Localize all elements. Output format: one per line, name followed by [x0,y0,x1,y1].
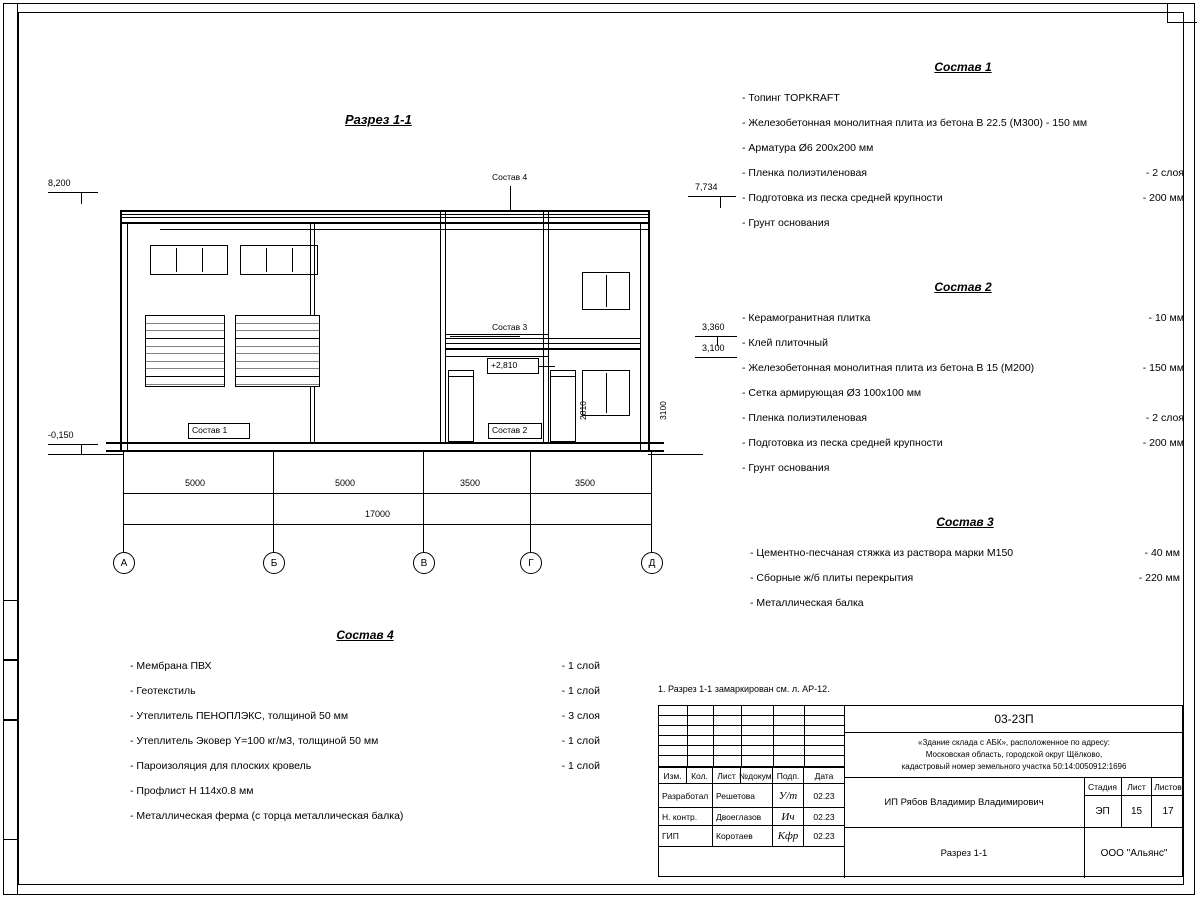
tb-sign-row-1 [659,784,844,808]
spec-1-item-text: - Арматура Ø6 200x200 мм [742,142,874,154]
level-mark-minus150: -0,150 [48,430,74,440]
spec-1-item-value: - 200 мм [1142,192,1184,204]
dim-line-spans [123,493,651,494]
spec-4-item [130,779,600,804]
revision-col [773,706,774,767]
sheet-label: Лист [1122,778,1152,795]
column-axis-v2 [445,210,446,442]
spec-1-item [742,186,1184,211]
sheet-title: Разрез 1-1 [844,827,1084,878]
spec-4-item-value: - 3 слоя [561,710,600,722]
tb-signature-1: У/т [773,784,804,807]
tb-signature-3: Кфр [773,826,804,846]
window-upper-mid [240,245,318,275]
mezzanine-slab-mid [445,343,640,344]
spec-1-item [742,211,1184,236]
door-right [550,370,576,442]
tag-inner-level-2810: +2,810 [487,358,539,374]
sheets-value: 17 [1162,806,1174,817]
spec-1-item [742,136,1184,161]
building-section [120,210,650,450]
dim-tick-d [651,452,652,552]
spec-4-item [130,704,600,729]
section-drawing [40,100,725,600]
spec-4-item-text: - Металлическая ферма (с торца металлическая балка) [130,810,404,822]
spec-2-item [742,306,1184,331]
dim-tick-b [273,452,274,552]
tb-col-ndok: №докум. [741,768,773,784]
spec-3-title: Состав 3 [936,515,994,529]
door-left-head [448,376,474,377]
revision-grid [659,706,844,767]
spec-3-item-text: - Цементно-песчаная стяжка из раствора марки М150 [750,547,1014,559]
revision-col [804,706,805,767]
spec-1-item [742,111,1184,136]
axis-marker-a: А [113,552,135,574]
mezzanine-beam-line [445,356,548,357]
level-arrow-minus150 [81,444,82,454]
tb-sign-row-3 [659,826,844,846]
spec-2-item-text: - Подготовка из песка средней крупности [742,437,943,449]
dim-span-3: 3500 [460,478,481,488]
level-line-3360 [695,336,737,337]
spec-list-3 [750,515,1180,616]
tag-sostav-4-leader [510,186,511,210]
dim-tick-g [530,452,531,552]
wall-left-inner [127,222,128,450]
spec-4-item-text: - Пароизоляция для плоских кровель [130,760,312,772]
spec-list-2 [742,280,1184,481]
level-arrow-8200 [81,192,82,204]
spec-4-item-text: - Профлист Н 114х0.8 мм [130,785,254,797]
axis-marker-v: В [413,552,435,574]
floor-slab-bottom [106,450,664,452]
spec-2-item-text: - Керамогранитная плитка [742,312,871,324]
sectional-gate-mid [235,315,320,387]
spec-3-item-value: - 40 мм [1144,547,1180,559]
spec-1-item [742,86,1184,111]
sheet-corner-nick [1167,3,1197,23]
revision-col [713,706,714,767]
level-line-3100 [695,357,737,358]
left-margin-cell-1 [3,600,18,660]
spec-3-item [750,591,1180,616]
dim-line-total [123,524,651,525]
spec-1-item-text: - Железобетонная монолитная плита из бетона В 22.5 (М300) - 150 мм [742,117,1088,129]
tb-date-1: 02.23 [813,790,835,801]
spec-2-item [742,331,1184,356]
spec-3-item-value: - 220 мм [1138,572,1180,584]
spec-2-item-text: - Железобетонная монолитная плита из бетона В 15 (М200) [742,362,1035,374]
tb-col-podp: Подп. [773,768,804,784]
spec-3-item [750,541,1180,566]
axis-marker-d: Д [641,552,663,574]
spec-2-item-value: - 200 мм [1142,437,1184,449]
spec-4-item-text: - Мембрана ПВХ [130,660,212,672]
dim-tick-a [123,452,124,552]
spec-4-item-text: - Геотекстиль [130,685,196,697]
spec-3-item-text: - Металлическая балка [750,597,864,609]
axis-marker-g: Г [520,552,542,574]
stage-label: Стадия [1084,778,1122,795]
spec-4-item-value: - 1 слой [561,735,600,747]
ground-line-left [48,454,123,455]
spec-list-4 [130,628,600,829]
level-line-8200 [48,192,98,193]
tb-role-2: Н. контр. [659,808,713,825]
sectional-gate-left [145,315,225,387]
tb-name-3: Коротаев [713,826,773,846]
spec-2-item [742,381,1184,406]
column-axis-v [440,210,441,442]
level-mark-3100: 3,100 [702,343,725,353]
roof-top-line [120,210,650,212]
spec-4-item-value: - 1 слой [561,685,600,697]
tb-bottom-left-blank [659,846,844,878]
roof-parapet-line [160,229,650,230]
sheets-label: Листов [1154,781,1182,792]
window-upper-left [150,245,228,275]
spec-4-item-value: - 1 слой [561,760,600,772]
partition-top-line [445,334,548,335]
spec-4-item [130,754,600,779]
dim-total: 17000 [365,509,391,519]
revision-col [741,706,742,767]
level-line-minus150 [48,444,98,445]
left-margin-cell-3 [3,720,18,840]
spec-1-item-text: - Грунт основания [742,217,830,229]
object-line-1: «Здание склада с АБК», расположенное по адресу: [918,738,1110,747]
axis-marker-b: Б [263,552,285,574]
level-mark-3360: 3,360 [702,322,725,332]
spec-2-item-value: - 150 мм [1142,362,1184,374]
spec-2-item-value: - 2 слоя [1145,412,1184,424]
tb-name-1: Решетова [713,784,773,807]
spec-2-item [742,456,1184,481]
spec-2-item-text: - Клей плиточный [742,337,828,349]
spec-3-item [750,566,1180,591]
level-arrow-7734 [720,196,721,208]
tb-column-headers [659,767,844,784]
window-lower-right [582,370,630,416]
spec-2-title: Состав 2 [934,280,992,294]
stage-value-row [1084,795,1184,827]
object-description [844,732,1184,777]
level-mark-8200: 8,200 [48,178,71,188]
spec-2-item-value: - 10 мм [1148,312,1184,324]
spec-4-title: Состав 4 [336,628,394,642]
tb-date-2: 02.23 [813,811,835,822]
spec-2-item [742,431,1184,456]
left-margin-cell-2 [3,660,18,720]
tb-col-kol: Кол. [687,768,713,784]
dim-height-2810: 2810 [578,401,588,420]
tb-role-1: Разработал [659,784,713,807]
roof-layer-line-2 [120,217,650,218]
stage-value: ЭП [1084,796,1122,827]
spec-4-item [130,679,600,704]
spec-1-item-text: - Подготовка из песка средней крупности [742,192,943,204]
spec-1-title: Состав 1 [934,60,992,74]
roof-soffit-line [120,222,650,224]
revision-col [687,706,688,767]
sheet-value: 15 [1122,796,1152,827]
tb-col-data: Дата [814,771,834,781]
spec-2-item-text: - Грунт основания [742,462,830,474]
spec-4-item [130,804,600,829]
tb-role-3: ГИП [659,826,713,846]
wall-right-outer [648,210,650,450]
column-axis-g2 [548,210,549,442]
tag-sostav-3: Состав 3 [492,322,528,332]
spec-4-item-text: - Утеплитель Эковер Y=100 кг/м3, толщиной 50 мм [130,735,379,747]
mezzanine-slab-bottom [445,348,640,350]
tag-sostav-2: Состав 2 [488,423,542,439]
spec-list-1 [742,60,1184,236]
tag-2810-leader [539,366,555,367]
roof-layer-line-1 [120,214,650,215]
tb-signature-2: Ич [773,808,804,825]
title-block [658,705,1183,877]
spec-2-item [742,406,1184,431]
drawing-note: 1. Разрез 1-1 замаркирован см. л. АР-12. [658,684,830,694]
door-left [448,370,474,442]
spec-4-item-text: - Утеплитель ПЕНОПЛЭКС, толщиной 50 мм [130,710,349,722]
spec-4-item [130,729,600,754]
spec-2-item-text: - Пленка полиэтиленовая [742,412,867,424]
tb-col-izm: Изм. [659,768,687,784]
wall-right-inner [640,222,641,450]
level-mark-7734: 7,734 [695,182,718,192]
object-line-2: Московская область, городской округ Щёлково, [925,750,1103,759]
spec-1-item [742,161,1184,186]
section-title: Разрез 1-1 [345,112,412,127]
tag-sostav-3-leader [450,336,520,337]
floor-slab-top [106,442,664,444]
column-axis-g [543,210,544,442]
spec-2-item [742,356,1184,381]
tb-col-list: Лист [713,768,741,784]
window-upper-right [582,272,630,310]
tb-name-2: Двоеглазов [713,808,773,825]
spec-3-item-text: - Сборные ж/б плиты перекрытия [750,572,914,584]
tag-sostav-4: Состав 4 [492,172,528,182]
wall-left-outer [120,210,122,450]
customer-name: ИП Рябов Владимир Владимирович [844,777,1084,827]
tag-sostav-1: Состав 1 [188,423,250,439]
dim-span-1: 5000 [185,478,206,488]
spec-4-item-value: - 1 слой [561,660,600,672]
level-line-7734 [688,196,736,197]
project-code: 03-23П [994,712,1034,726]
spec-1-item-text: - Пленка полиэтиленовая [742,167,867,179]
object-line-3: кадастровый номер земельного участка 50:14:0050912:1696 [901,762,1127,771]
dim-span-2: 5000 [335,478,356,488]
tb-date-3: 02.23 [813,831,835,841]
ground-line-right [648,454,703,455]
spec-1-item-value: - 2 слоя [1145,167,1184,179]
dim-height-3100: 3100 [658,401,668,420]
spec-2-item-text: - Сетка армирующая Ø3 100x100 мм [742,387,922,399]
dim-tick-v [423,452,424,552]
dim-span-4: 3500 [575,478,596,488]
stage-header-row [1084,777,1184,795]
company-name: ООО "Альянс" [1084,827,1184,878]
tb-sign-row-2 [659,808,844,826]
door-right-head [550,376,576,377]
spec-4-item [130,654,600,679]
spec-1-item-text: - Топинг TOPKRAFT [742,92,840,104]
mezzanine-slab-top [445,338,640,339]
